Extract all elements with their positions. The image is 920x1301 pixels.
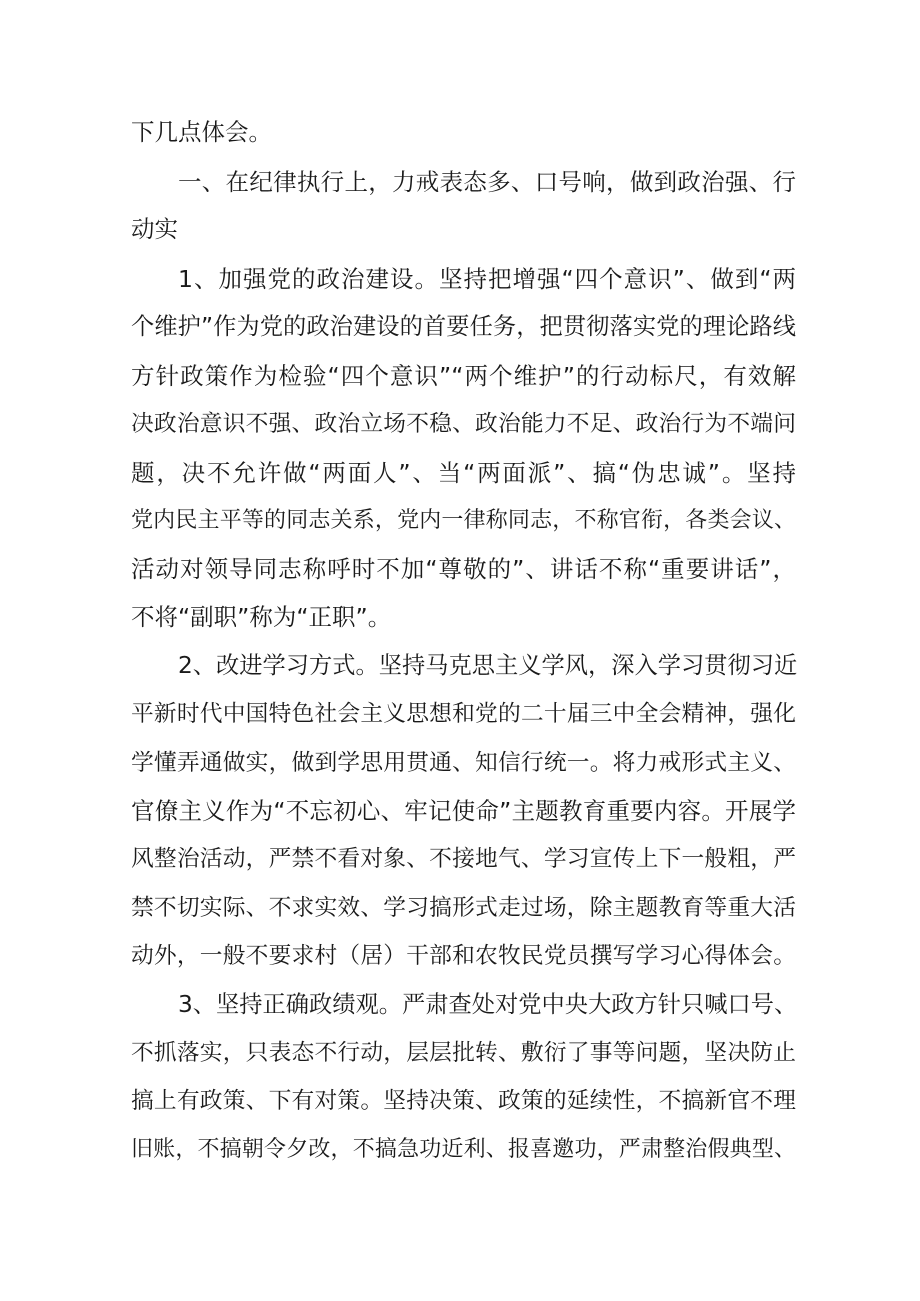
paragraph-line: 动外，一般不要求村（居）干部和农牧民党员撰写学习心得体会。	[131, 943, 796, 969]
paragraph-line: 不抓落实，只表态不行动，层层批转、敷衍了事等问题，坚决防止	[131, 1040, 796, 1066]
paragraph-line: 搞上有政策、下有对策。坚持决策、政策的延续性，不搞新官不理	[131, 1088, 796, 1114]
paragraph-line: 学懂弄通做实，做到学思用贯通、知信行统一。将力戒形式主义、	[131, 750, 796, 776]
paragraph-line: 2、改进学习方式。坚持马克思主义学风，深入学习贯彻习近	[178, 652, 798, 679]
section-heading-line: 一、在纪律执行上，力戒表态多、口号响，做到政治强、行	[178, 168, 796, 196]
paragraph-line: 决政治意识不强、政治立场不稳、政治能力不足、政治行为不端问	[131, 411, 796, 437]
paragraph-line: 风整治活动，严禁不看对象、不接地气、学习宣传上下一般粗，严	[131, 846, 796, 872]
text-line: 下几点体会。	[131, 118, 272, 146]
paragraph-line: 方针政策作为检验“四个意识”“两个维护”的行动标尺，有效解	[131, 362, 796, 390]
paragraph-line: 平新时代中国特色社会主义思想和党的二十届三中全会精神，强化	[131, 701, 796, 727]
paragraph-line: 党内民主平等的同志关系，党内一律称同志，不称官衔，各类会议、	[131, 508, 796, 533]
paragraph-line: 旧账，不搞朝令夕改，不搞急功近利、报喜邀功，严肃整治假典型、	[131, 1137, 796, 1162]
paragraph-line: 活动对领导同志称呼时不加“尊敬的”、讲话不称“重要讲话”，	[131, 555, 796, 583]
paragraph-line: 禁不切实际、不求实效、学习搞形式走过场，除主题教育等重大活	[131, 895, 796, 921]
paragraph-line: 1、加强党的政治建设。坚持把增强“四个意识”、做到“两	[178, 265, 796, 293]
paragraph-line: 个维护”作为党的政治建设的首要任务，把贯彻落实党的理论路线	[131, 313, 796, 340]
paragraph-line: 3、坚持正确政绩观。严肃查处对党中央大政方针只喊口号、	[178, 991, 798, 1018]
paragraph-line: 不将“副职”称为“正职”。	[131, 603, 392, 631]
section-heading-line: 动实	[131, 215, 178, 243]
paragraph-line: 官僚主义作为“不忘初心、牢记使命”主题教育重要内容。开展学	[131, 797, 796, 825]
paragraph-line: 题，决不允许做“两面人”、当“两面派”、搞“伪忠诚”。坚持	[131, 459, 796, 487]
